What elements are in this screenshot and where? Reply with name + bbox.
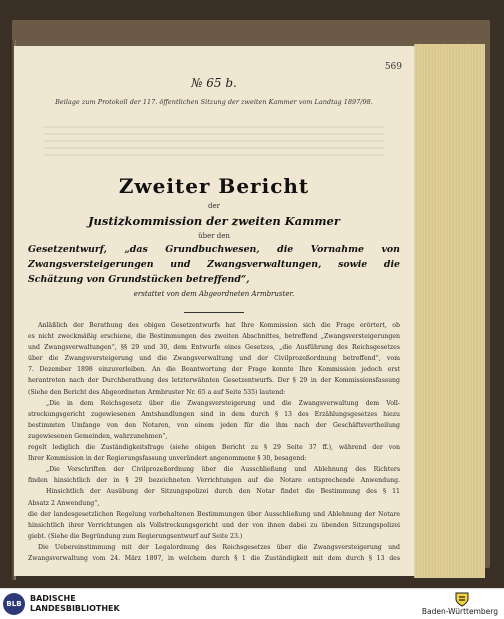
body-line: Die Uebereinstimmung mit der Legalordnung des Reichsgesetzes über die Zwangsversteigerung und xyxy=(38,543,400,551)
body-line: Anläßlich der Berathung des obigen Gesetzentwurfs hat Ihre Kommission sich die Frage erörtert, ob xyxy=(38,322,400,329)
bill-subject: Gesetzentwurf, „das Grundbuchwesen, die Vornahme von Zwangsversteigerungen und Zwangsverwaltungen, sowie die Schätzung von Grundstücken betreffend“, xyxy=(28,244,400,285)
body-line: es nicht zweckmäßig erschiene, die Bestimmungen des zweiten Abschnittes, betreffend „Zwangsversteigerungen xyxy=(28,333,400,341)
body-line: Ihrer Kommission in der Regierungsfassung unverändert angenommene § 30, besagend: xyxy=(28,455,307,463)
page-fore-edge xyxy=(414,44,485,578)
body-line: Zwangsverwaltung vom 24. März 1897, in welchem durch § 1 die Zuständigkeit mit dem durch § 13 des xyxy=(28,554,400,562)
supplement-line: Beilage zum Protokoll der 117. öffentlichen Sitzung der zweiten Kammer vom Landtag 1897/98. xyxy=(55,98,373,106)
blb-logo-icon[interactable]: BLB xyxy=(3,593,25,615)
state-name[interactable]: Baden-Württemberg xyxy=(421,607,498,616)
library-name[interactable] xyxy=(30,594,120,614)
document-page xyxy=(14,46,414,576)
body-line: herantreten nach der Durchberathung des letzterwähnten Gesetzentwurfs. Der § 29 in der Kommissionsfassung xyxy=(28,377,400,385)
body-line: Absatz 2 Anwendung“, xyxy=(28,499,100,507)
title-ueber: über den xyxy=(198,232,230,240)
bleed-through-text xyxy=(44,126,384,156)
title-der: der xyxy=(208,202,220,210)
state-crest-icon xyxy=(454,591,470,607)
body-line: (Siehe den Bericht des Abgeordneten Armbruster Nr. 65 a auf Seite 535) lautend: xyxy=(28,388,286,396)
report-author: erstattet von dem Abgeordneten Armbruster. xyxy=(133,290,295,298)
body-line: hinsichtlich ihrer Verrichtungen als Vollstreckungsgericht und der von ihnen dabei zu übenden Sitzungspolizei xyxy=(28,521,400,529)
commission-name: Justizkommission der zweiten Kammer xyxy=(88,214,340,228)
body-line: „Die in dem Reichsgesetz über die Zwangsversteigerung und die Zwangsverwaltung dem Voll- xyxy=(46,399,400,407)
issue-number: № 65 b. xyxy=(191,76,237,90)
body-line: „Die Vorschriften der Civilprozeßordnung über die Ausschließung und Ablehnung des Richters xyxy=(46,466,400,474)
body-line: finden hinsichtlich der in § 29 bezeichneten Verrichtungen auf die Notare entsprechende Anwendung. xyxy=(28,477,400,485)
body-line: regelt lediglich die Zuständigkeitsfrage (siehe obigen Bericht zu § 29 Seite 37 ff.), während der von xyxy=(28,444,400,452)
body-line: streckungsgericht zugewiesenen Amtshandlungen sind in dem durch § 13 des Erzählungsgesetzes hiezu xyxy=(28,410,400,418)
body-line: 7. Dezember 1898 einzuverleiben. An die Beantwortung der Frage konnte Ihre Kommission jedoch erst xyxy=(28,366,400,374)
body-line: und Zwangsverwaltungen“, §§ 29 und 30, dem Entwurfe eines Gesetzes, „die Ausführung des Reichsgesetzes xyxy=(28,344,400,352)
body-line: über die Zwangsversteigerung und die Zwangsverwaltung und der Civilprozeßordnung betreffend“, vom xyxy=(28,355,400,363)
library-name-line1: BADISCHE xyxy=(30,594,76,603)
body-line: die der landesgesetzlichen Regelung vorbehaltenen Bestimmungen über Ausschließung und Ablehnung der Notare xyxy=(28,510,400,518)
section-divider xyxy=(184,312,244,313)
body-line: zugewiesenen Gemeinden, wahrzunehmen“, xyxy=(28,432,168,440)
body-line: giebt. (Siehe die Begründung zum Regierungsentwurf auf Seite 23.) xyxy=(28,532,243,540)
report-title: Zweiter Bericht xyxy=(118,174,310,198)
page-number: 569 xyxy=(384,62,402,72)
body-line: bestimmten Umfange von den Notaren, von einem jeden für die ihm nach der Geschäftsvertheilung xyxy=(28,421,400,429)
body-line: Hinsichtlich der Ausübung der Sitzungspolizei durch den Notar findet die Bestimmung des § 11 xyxy=(46,488,400,496)
body-text xyxy=(28,320,400,564)
viewer-footer xyxy=(0,588,504,619)
library-name-line2: LANDESBIBLIOTHEK xyxy=(30,604,120,613)
